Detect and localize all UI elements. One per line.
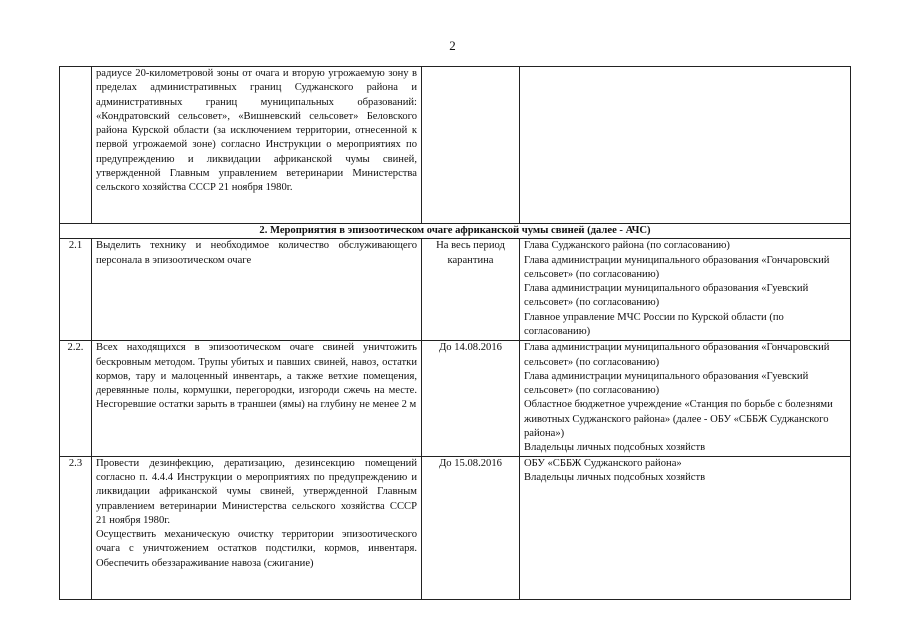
measure-text [92, 456, 422, 599]
measure-text-cell: радиусе 20-километровой зоны от очага и вторую угрожаемую зону в пределах административных границ Суджанского района и административных границ муниципальных образований: «Кондратовский сельсовет», «Вишневский сельсовет» Беловского района Курской области (за исключением территории, отнесенной к первой угрожаемой зоне) согласно Инструкции о мероприятиях по предупреждению и ликвидации африканской чумы свиней, утвержденной Главным управлением ветеринарии Министерства сельского хозяйства СССР 21 ноября 1980г. [92, 67, 422, 224]
table-row [60, 239, 851, 341]
row-number: 2.1 [60, 239, 92, 341]
responsible-item: Глава администрации муниципального образования «Гуевский сельсовет» (по согласованию) [524, 283, 809, 309]
measure-paragraph: Провести дезинфекцию, дератизацию, дезинсекцию помещений согласно п. 4.4.4 Инструкции о мероприятиях по предупреждению и ликвидации африканской чумы свиней, утвержденной Главным управлением ветеринарии Министерства сельского хозяйства СССР 21 ноября 1980г. [96, 457, 417, 526]
term-cell [422, 67, 520, 224]
row-number: 2.2. [60, 341, 92, 456]
responsible-item: Глава администрации муниципального образования «Гуевский сельсовет» (по согласованию) [524, 370, 809, 397]
responsible-list [520, 456, 851, 599]
responsible-item: Глава администрации муниципального образования «Гончаровский сельсовет» (по согласованию) [524, 342, 830, 368]
measure-paragraph: Осуществить механическую очистку территории эпизоотического очага с уничтожением остатков подстилки, кормов, инвентаря. Обеспечить обеззараживание навоза (сжигание) [96, 529, 417, 569]
term: До 15.08.2016 [422, 456, 520, 599]
responsible-item: Главное управление МЧС России по Курской области (по согласованию) [524, 311, 784, 338]
responsible-item: Глава администрации муниципального образования «Гончаровский сельсовет» (по согласованию) [524, 254, 830, 280]
row-number: 2.3 [60, 456, 92, 599]
table-row [60, 67, 851, 224]
responsible-item: Владельцы личных подсобных хозяйств [524, 471, 706, 483]
page-number: 2 [449, 38, 456, 53]
row-number-cell [60, 67, 92, 224]
responsible-item: ОБУ «СББЖ Суджанского района» [524, 457, 682, 469]
responsible-item: Глава Суджанского района (по согласованию) [524, 240, 730, 252]
measures-table [59, 66, 851, 600]
table-row [60, 456, 851, 599]
term: До 14.08.2016 [422, 341, 520, 456]
measure-text: Выделить технику и необходимое количество обслуживающего персонала в эпизоотическом очаге [92, 239, 422, 341]
responsible-list [520, 341, 851, 456]
section-heading-row [60, 224, 851, 239]
table-row [60, 341, 851, 456]
responsible-item: Областное бюджетное учреждение «Станция по борьбе с болезнями животных Суджанского района» (далее - ОБУ «СББЖ Суджанского района») [524, 399, 833, 440]
responsible-list [520, 239, 851, 341]
responsible-cell [520, 67, 851, 224]
responsible-item: Владельцы личных подсобных хозяйств [524, 442, 706, 454]
term: На весь период карантина [422, 239, 520, 341]
section-heading: 2. Мероприятия в эпизоотическом очаге африканской чумы свиней (далее - АЧС) [60, 224, 851, 239]
measure-text: Всех находящихся в эпизоотическом очаге свиней уничтожить бескровным методом. Трупы убитых и павших свиней, навоз, остатки кормов, тару и малоценный инвентарь, а также ветхие помещения, деревянные полы, кормушки, перегородки, изгороди сжечь на месте. Несгоревшие остатки зарыть в траншеи (ямы) на глубину не менее 2 м [92, 341, 422, 456]
